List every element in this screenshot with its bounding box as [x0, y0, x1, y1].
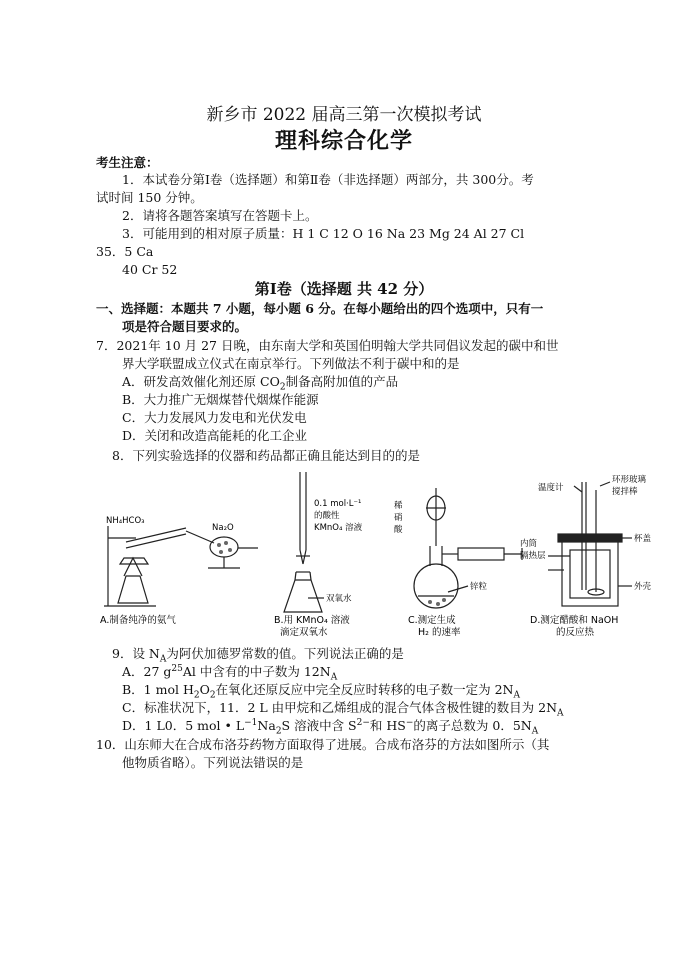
q7-option-b: B．大力推广无烟煤替代烟煤作能源 [122, 392, 319, 407]
notice-item-1-line-2: 试时间 150 分钟。 [96, 190, 203, 205]
fig-d-caption-1: D.测定醋酸和 NaOH [530, 615, 619, 626]
exam-title: 新乡市 2022 届高三第一次模拟考试 [206, 105, 482, 125]
fig-a-caption: A.制备纯净的氨气 [100, 615, 176, 626]
fig-d-label-2: 环形玻璃 [612, 475, 647, 485]
fig-c-label-1: 稀 [394, 501, 403, 511]
fig-a-reagent-right: Na₂O [212, 523, 234, 533]
fig-c-label-4: 锌粒 [470, 582, 488, 592]
q10-stem-line-2: 他物质省略）。下列说法错误的是 [122, 755, 304, 770]
fig-d-label-3: 搅拌棒 [612, 487, 638, 497]
fig-a-apparatus [104, 526, 258, 606]
fig-c-caption-1: C.测定生成 [408, 615, 456, 626]
notice-heading: 考生注意： [96, 155, 159, 170]
fig-b-caption-1: B.用 KMnO₄ 溶液 [274, 615, 350, 626]
q9-option-b: B．1 mol $H_2O_2$在氧化还原反应中完全反应时转移的电子数一定为 $2N_A$ [122, 682, 520, 701]
fig-d-label-4: 内筒 [520, 539, 538, 549]
fig-d-label-5: 隔热层 [520, 551, 546, 561]
notice-item-3-line-3: 40 Cr 52 [122, 262, 178, 277]
fig-b-caption-2: 滴定双氧水 [280, 627, 328, 638]
fig-d-label-1: 温度计 [538, 483, 564, 493]
q9-option-d: D．1 L0．5 mol • $L^{-1}Na_2S$ 溶液中含 $S^{2-}$和 HS−的离子总数为 0．$5N_A$ [122, 717, 539, 737]
q9-option-a: A．27 $g^{25}Al$ 中含有的中子数为 $12N_A$ [122, 663, 338, 683]
q8-figure [96, 468, 656, 638]
q9-option-c: C．标准状况下，11．2 L 由甲烷和乙烯组成的混合气体含极性键的数目为 $2N_A$ [122, 700, 564, 719]
fig-a-reagent-left: NH₄HCO₃ [106, 516, 145, 526]
fig-b-label-4: 双氧水 [326, 594, 352, 604]
q7-option-d: D．关闭和改造高能耗的化工企业 [122, 428, 308, 443]
fig-d-caption-2: 的反应热 [556, 627, 595, 638]
q7-stem-line-2: 界大学联盟成立仪式在南京举行。下列做法不利于碳中和的是 [122, 356, 460, 371]
section-1-instruction-line-1: 一、选择题：本题共 7 小题，每小题 6 分。在每小题给出的四个选项中，只有一 [96, 301, 544, 316]
q7-option-c: C．大力发展风力发电和光伏发电 [122, 410, 307, 425]
fig-b-label-1: 0.1 mol·L⁻¹ [314, 499, 362, 509]
fig-c-label-3: 酸 [394, 525, 403, 535]
fig-b-apparatus [284, 472, 324, 612]
fig-d-label-6: 杯盖 [634, 534, 652, 544]
fig-d-apparatus [548, 482, 632, 606]
fig-c-label-2: 硝 [394, 513, 403, 523]
fig-c-apparatus [414, 488, 522, 608]
q8-stem: 8．下列实验选择的仪器和药品都正确且能达到目的的是 [112, 448, 420, 463]
q9-stem: 9．设 $N_A$为阿伏加德罗常数的值。下列说法正确的是 [112, 646, 404, 665]
notice-item-3-line-1: 3．可能用到的相对原子质量：H 1 C 12 O 16 Na 23 Mg 24 Al 27 Cl [122, 226, 525, 241]
exam-subject: 理科综合化学 [274, 128, 413, 154]
notice-item-2: 2．请将各题答案填写在答题卡上。 [122, 208, 318, 223]
q7-stem-line-1: 7．2021年 10 月 27 日晚，由东南大学和英国伯明翰大学共同倡议发起的碳中和世 [96, 338, 559, 353]
fig-d-label-7: 外壳 [634, 582, 652, 592]
q7-option-a: A．研发高效催化剂还原 $CO_2$制备高附加值的产品 [122, 374, 399, 393]
section-1-title: 第Ⅰ卷（选择题 共 42 分） [254, 280, 434, 298]
notice-item-3-line-2: 35．5 Ca [96, 244, 154, 259]
fig-b-label-2: 的酸性 [314, 511, 340, 521]
fig-c-caption-2: H₂ 的速率 [418, 627, 461, 638]
notice-item-1-line-1: 1．本试卷分第Ⅰ卷（选择题）和第Ⅱ卷（非选择题）两部分，共 300分。考 [122, 172, 534, 187]
fig-b-label-3: KMnO₄ 溶液 [314, 523, 363, 533]
section-1-instruction-line-2: 项是符合题目要求的。 [122, 319, 248, 334]
q10-stem-line-1: 10．山东师大在合成布洛芬药物方面取得了进展。合成布洛芬的方法如图所示（其 [96, 737, 550, 752]
